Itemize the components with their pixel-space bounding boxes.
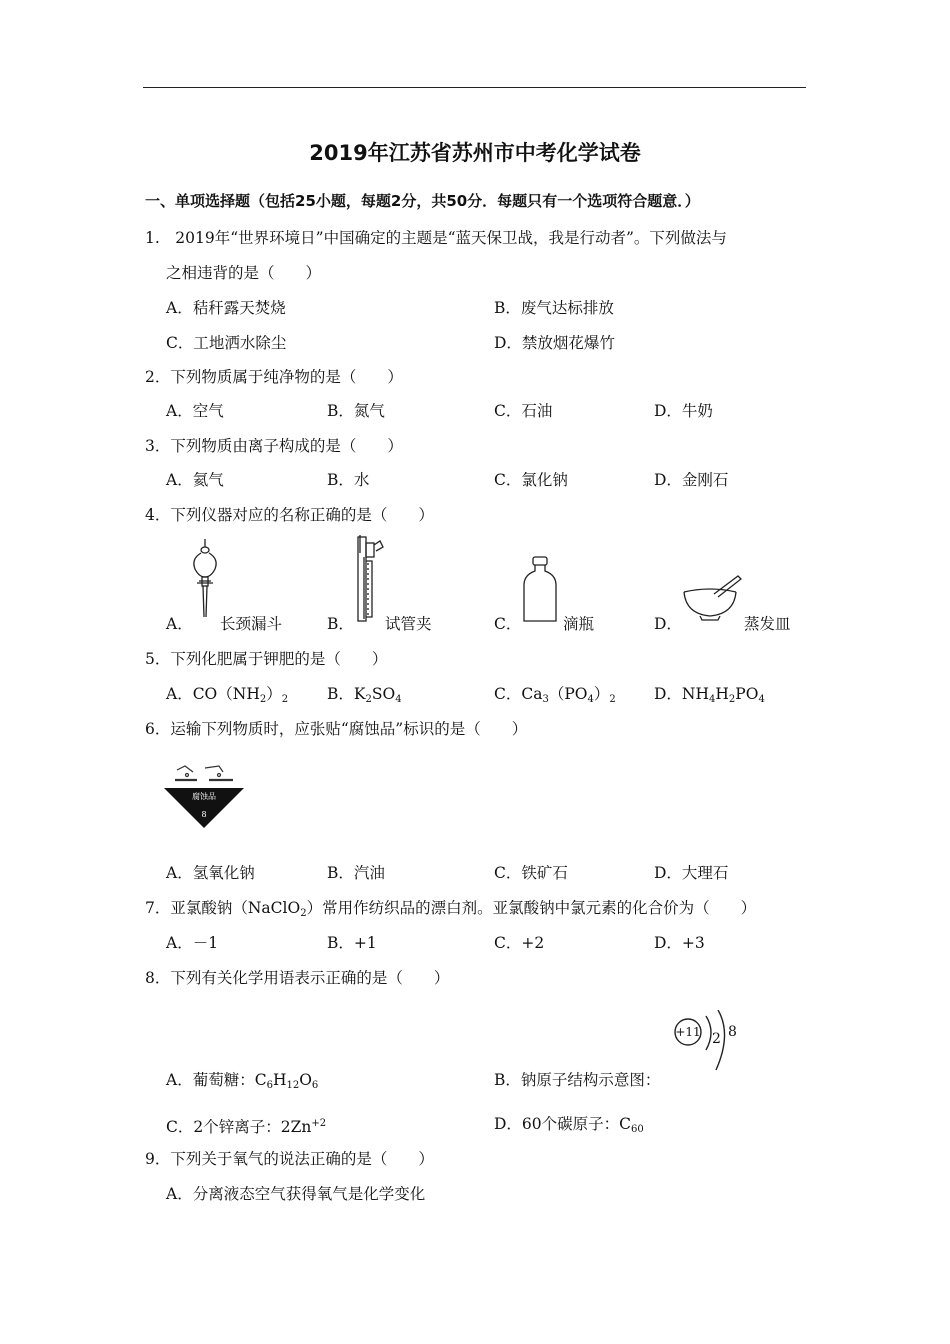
q3-option-a: A．氦气 [166, 471, 224, 489]
q8-option-b: B．钠原子结构示意图： [494, 1071, 661, 1089]
atom-shells-icon [672, 1010, 748, 1074]
q8-option-c: C．2个锌离子：$2Zn^{+2}$ [166, 1118, 327, 1136]
q8-option-d: D．60个碳原子：$C_{60}$ [494, 1115, 644, 1135]
q3-option-c: C．氯化钠 [494, 471, 568, 489]
q5-option-d: D．$NH_4H_2PO_4$ [654, 685, 765, 705]
corrosive-hazard-sign [163, 760, 245, 830]
sodium-atom-diagram [672, 1010, 748, 1074]
q1-stem-line2: 之相违背的是（ ） [166, 264, 322, 282]
q4-option-b-name: 试管夹 [385, 615, 432, 633]
q1-option-c: C．工地洒水除尘 [166, 334, 287, 352]
q6-option-b: B．汽油 [327, 864, 385, 882]
q7-option-a: A．－1 [166, 934, 219, 952]
q2-option-b: B．氮气 [327, 402, 385, 420]
mortar-and-pestle-icon [680, 572, 744, 622]
q5-option-b: B．$K_2SO_4$ [327, 685, 402, 705]
dropper-bottle-icon [520, 555, 560, 625]
q5-option-a: A．$CO(NH_2)_2$ [166, 685, 289, 705]
corrosive-sign-label: 腐蚀品 [192, 792, 216, 801]
q4-option-d-letter: D． [654, 615, 682, 633]
q2-option-c: C．石油 [494, 402, 553, 420]
q7-option-c: C．+2 [494, 934, 545, 952]
q5-option-c: C．$Ca_3(PO_4)_2$ [494, 685, 616, 705]
page-title: 2019年江苏省苏州市中考化学试卷 [309, 141, 641, 165]
q2-option-d: D．牛奶 [654, 402, 713, 420]
q7-option-d: D．+3 [654, 934, 705, 952]
q4-option-a-name: 长颈漏斗 [220, 615, 283, 633]
q9-stem: 9．下列关于氧气的说法正确的是（ ） [145, 1150, 434, 1168]
q7-option-b: B．+1 [327, 934, 377, 952]
q4-option-d-name: 蒸发皿 [744, 615, 791, 633]
q5-stem: 5．下列化肥属于钾肥的是（ ） [145, 650, 388, 668]
q3-option-d: D．金刚石 [654, 471, 729, 489]
q2-option-a: A．空气 [166, 402, 224, 420]
q8-option-a: A．葡萄糖：$C_6H_{12}O_6$ [166, 1071, 319, 1091]
q4-option-b-letter: B． [327, 615, 354, 633]
q6-option-a: A．氢氧化钠 [166, 864, 255, 882]
q1-option-d: D．禁放烟花爆竹 [494, 334, 615, 352]
q8-stem: 8．下列有关化学用语表示正确的是（ ） [145, 969, 450, 987]
q2-stem: 2．下列物质属于纯净物的是（ ） [145, 368, 403, 386]
q4-option-a-letter: A． [166, 615, 193, 633]
q6-option-d: D．大理石 [654, 864, 729, 882]
q3-stem: 3．下列物质由离子构成的是（ ） [145, 437, 403, 455]
atom-shell1-count: 2 [712, 1031, 721, 1047]
q1-option-b: B．废气达标排放 [494, 299, 614, 317]
atom-shell2-count: 8 [728, 1024, 737, 1040]
atom-nucleus-charge: +11 [675, 1025, 701, 1039]
header-rule [143, 87, 806, 88]
q1-option-a: A．秸秆露天焚烧 [166, 299, 286, 317]
corrosive-sign-class: 8 [201, 810, 207, 819]
long-neck-funnel-icon [185, 537, 225, 621]
q6-option-c: C．铁矿石 [494, 864, 568, 882]
q7-stem: 7．亚氯酸钠（NaClO$_2$）常用作纺织品的漂白剂。亚氯酸钠中氯元素的化合价为（ ） [145, 899, 757, 919]
section-heading: 一、单项选择题（包括25小题，每题2分，共50分．每题只有一个选项符合题意．） [145, 192, 700, 210]
q9-option-a: A．分离液态空气获得氧气是化学变化 [166, 1185, 426, 1203]
q1-stem-line1: 1. 2019年“世界环境日”中国确定的主题是“蓝天保卫战，我是行动者”。下列做法与 [145, 229, 727, 247]
q3-option-b: B．水 [327, 471, 370, 489]
q4-option-c-letter: C． [494, 615, 522, 633]
q6-stem: 6．运输下列物质时，应张贴“腐蚀品”标识的是（ ） [145, 720, 528, 738]
q4-option-c-name: 滴瓶 [563, 615, 595, 633]
q4-stem: 4．下列仪器对应的名称正确的是（ ） [145, 506, 434, 524]
test-tube-clamp-icon [350, 533, 390, 625]
